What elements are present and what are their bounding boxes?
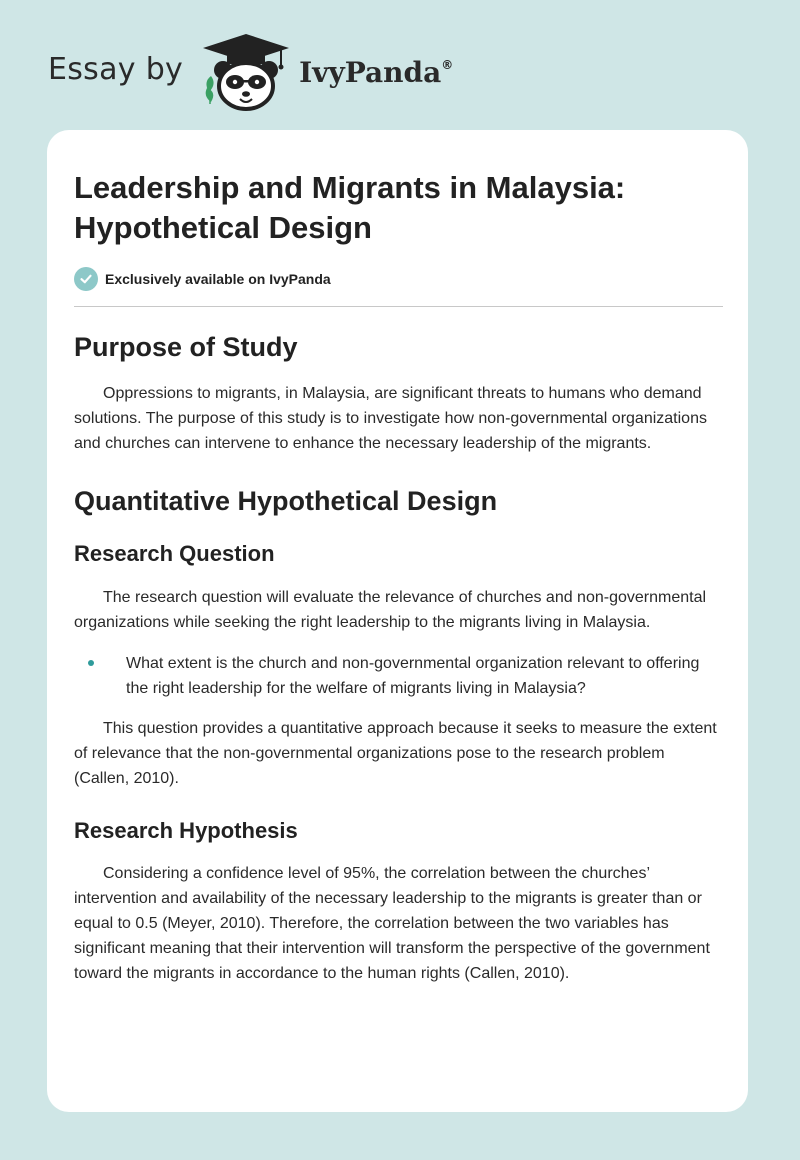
article-title	[74, 168, 722, 248]
brand-prefix: Essay by	[48, 51, 184, 87]
badge-text: Exclusively available on IvyPanda	[105, 271, 331, 287]
bullet-icon	[88, 660, 94, 666]
title-line-2: Hypothetical Design	[74, 210, 372, 245]
exclusive-badge	[74, 264, 722, 294]
brand-header[interactable]	[48, 32, 453, 112]
list-item-text: What extent is the church and non-governmental organization relevant to offering the right leadership for the welfare of migrants living in Malaysia?	[126, 655, 700, 697]
design-heading: Quantitative Hypothetical Design	[74, 486, 498, 516]
check-icon	[74, 267, 98, 291]
list-item	[74, 651, 722, 701]
article-card	[47, 130, 748, 1112]
question-list	[74, 651, 722, 701]
brand-name-text: IvyPanda	[299, 55, 442, 89]
divider	[74, 306, 723, 307]
panda-logo-icon	[201, 32, 291, 112]
purpose-heading: Purpose of Study	[74, 332, 298, 362]
research-hypothesis-paragraph: Considering a confidence level of 95%, the correlation between the churches’ intervention and availability of the necessary leadership to the migrants is greater than or equal to 0.5 (Meyer, 2010). Therefore, the correlation between the two variables has significant meaning that their intervention will transform the perspective of the government toward the migrants in accordance to the human rights (Callen, 2010).	[74, 865, 710, 982]
research-hypothesis-heading: Research Hypothesis	[74, 818, 298, 843]
title-line-1: Leadership and Migrants in Malaysia:	[74, 170, 626, 205]
registered-mark: ®	[441, 57, 454, 72]
research-question-heading: Research Question	[74, 541, 275, 566]
research-question-paragraph: The research question will evaluate the relevance of churches and non-governmental organizations while seeking the right leadership to the migrants living in Malaysia.	[74, 589, 707, 631]
question-followup-paragraph: This question provides a quantitative approach because it seeks to measure the extent of relevance that the non-governmental organizations pose to the research problem (Callen, 2010).	[74, 720, 717, 787]
brand-name	[299, 56, 453, 89]
purpose-paragraph: Oppressions to migrants, in Malaysia, are significant threats to humans who demand solutions. The purpose of this study is to investigate how non-governmental organizations and churches can intervene to enhance the necessary leadership of the migrants.	[74, 385, 707, 452]
